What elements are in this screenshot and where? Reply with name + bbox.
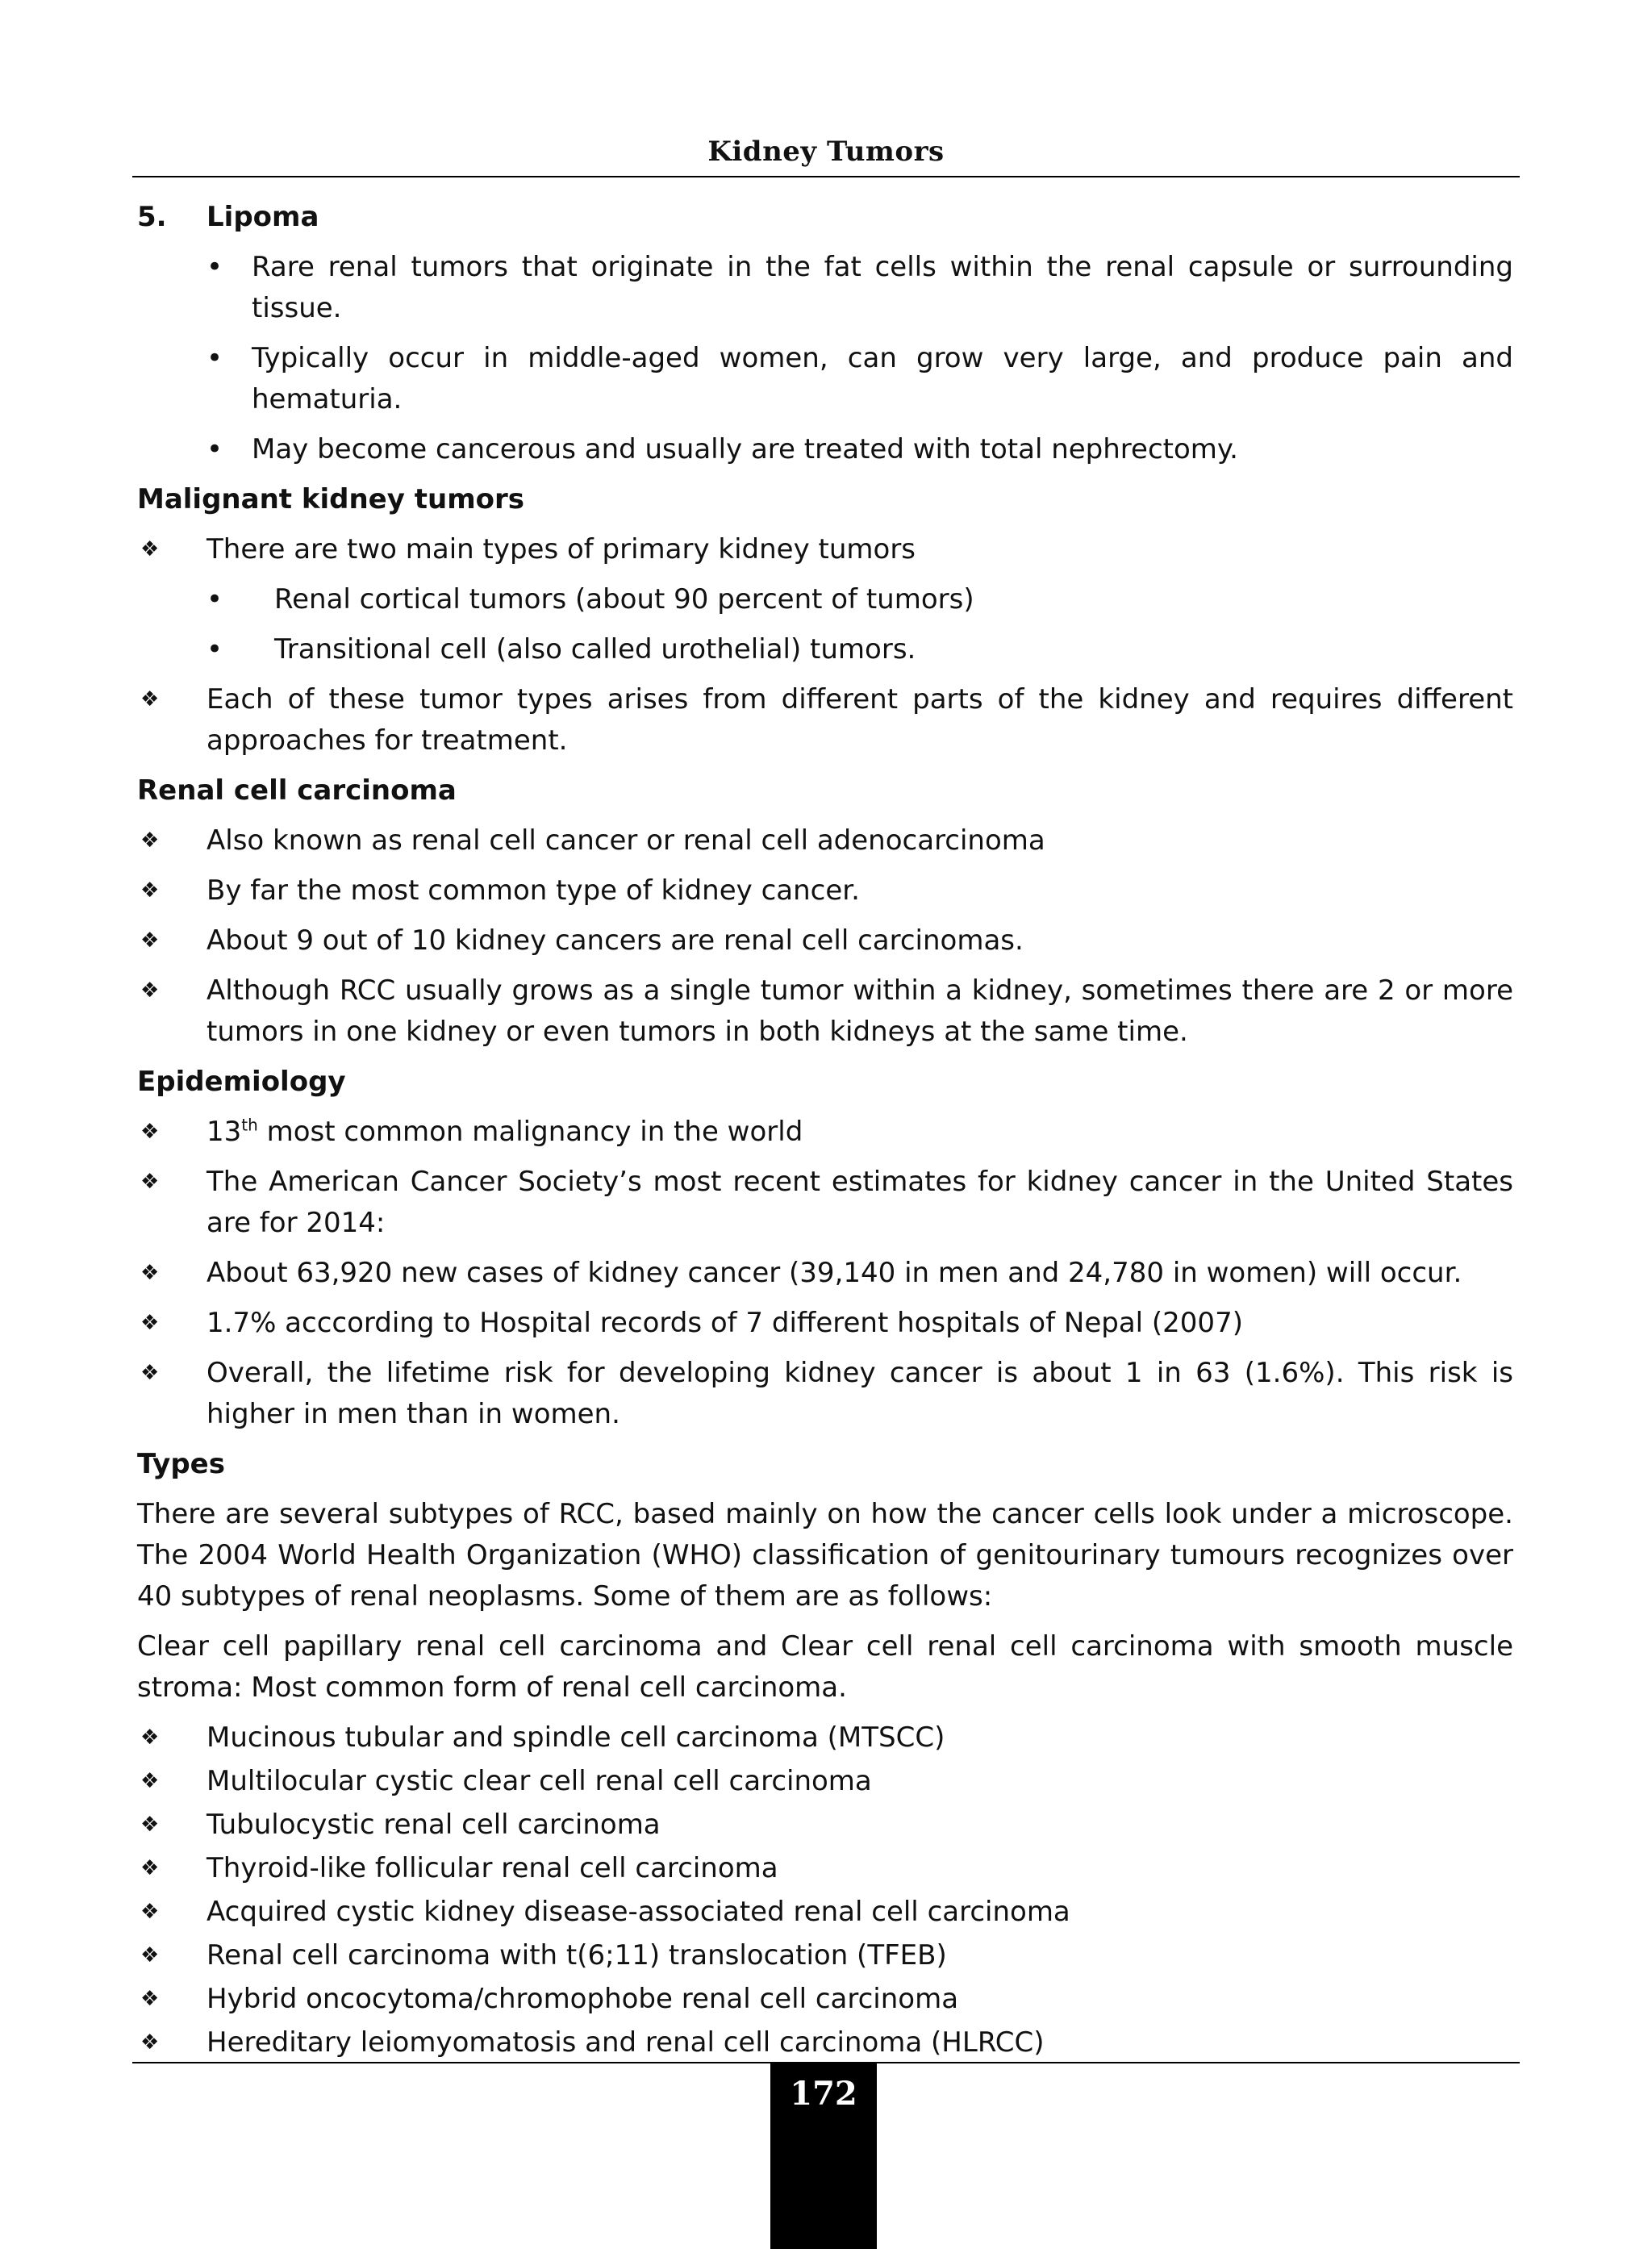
list-item: ❖ Hereditary leiomyomatosis and renal cell carcinoma (HLRCC) bbox=[137, 2022, 1513, 2063]
list-item: ❖ The American Cancer Society’s most recent estimates for kidney cancer in the United States are for 2014: bbox=[137, 1162, 1513, 1244]
list-item: ❖ Mucinous tubular and spindle cell carcinoma (MTSCC) bbox=[137, 1717, 1513, 1759]
list-item: ❖ Multilocular cystic clear cell renal cell carcinoma bbox=[137, 1761, 1513, 1802]
section-number: 5. bbox=[137, 201, 167, 233]
diamond-bullet-icon: ❖ bbox=[140, 537, 160, 561]
list-item: ❖ Tubulocystic renal cell carcinoma bbox=[137, 1805, 1513, 1846]
paragraph: There are several subtypes of RCC, based mainly on how the cancer cells look under a microscope. The 2004 World Health Organization (WHO) classification of genitourinary tumours recognizes over 40 subtypes of renal neoplasms. Some of them are as follows: bbox=[137, 1498, 1513, 1613]
diamond-bullet-icon: ❖ bbox=[140, 1943, 160, 1967]
bullet-dot-icon: • bbox=[206, 633, 223, 666]
diamond-bullet-icon: ❖ bbox=[140, 1856, 160, 1880]
section-heading: Epidemiology bbox=[137, 1066, 346, 1098]
diamond-bullet-icon: ❖ bbox=[140, 2030, 160, 2055]
list-item: ❖ Renal cell carcinoma with t(6;11) translocation (TFEB) bbox=[137, 1935, 1513, 1976]
diamond-bullet-icon: ❖ bbox=[140, 878, 160, 903]
bullet-dot-icon: • bbox=[206, 251, 223, 283]
diamond-bullet-icon: ❖ bbox=[140, 978, 160, 1003]
list-item: • Rare renal tumors that originate in the fat cells within the renal capsule or surrounding tissue. bbox=[137, 247, 1513, 329]
list-item: ❖ Although RCC usually grows as a single tumor within a kidney, sometimes there are 2 or more tumors in one kidney or even tumors in both kidneys at the same time. bbox=[137, 970, 1513, 1053]
list-item: • May become cancerous and usually are treated with total nephrectomy. bbox=[137, 429, 1513, 470]
diamond-bullet-icon: ❖ bbox=[140, 1725, 160, 1750]
section-title: Lipoma bbox=[206, 201, 319, 233]
diamond-bullet-icon: ❖ bbox=[140, 828, 160, 853]
list-item: • Typically occur in middle-aged women, can grow very large, and produce pain and hematuria. bbox=[137, 338, 1513, 420]
diamond-bullet-icon: ❖ bbox=[140, 1120, 160, 1144]
section-heading: Types bbox=[137, 1448, 225, 1480]
list-item: ❖ Also known as renal cell cancer or renal cell adenocarcinoma bbox=[137, 820, 1513, 862]
diamond-bullet-icon: ❖ bbox=[140, 1900, 160, 1924]
diamond-bullet-icon: ❖ bbox=[140, 928, 160, 953]
page-number: 172 bbox=[770, 2063, 877, 2249]
diamond-bullet-icon: ❖ bbox=[140, 1311, 160, 1335]
running-header: Kidney Tumors bbox=[707, 136, 945, 168]
header-rule bbox=[132, 176, 1520, 177]
diamond-bullet-icon: ❖ bbox=[140, 1261, 160, 1285]
list-item: ❖ 1.7% acccording to Hospital records of 7 different hospitals of Nepal (2007) bbox=[137, 1303, 1513, 1344]
diamond-bullet-icon: ❖ bbox=[140, 1987, 160, 2011]
list-item: ❖ Each of these tumor types arises from different parts of the kidney and requires different approaches for treatment. bbox=[137, 679, 1513, 761]
page-body bbox=[137, 197, 1513, 2066]
list-item: ❖ By far the most common type of kidney cancer. bbox=[137, 870, 1513, 912]
bullet-dot-icon: • bbox=[206, 433, 223, 465]
section-heading: Malignant kidney tumors bbox=[137, 483, 524, 515]
list-item: ❖ Hybrid oncocytoma/chromophobe renal cell carcinoma bbox=[137, 1979, 1513, 2020]
diamond-bullet-icon: ❖ bbox=[140, 1813, 160, 1837]
list-item: ❖ Thyroid-like follicular renal cell carcinoma bbox=[137, 1848, 1513, 1889]
bullet-dot-icon: • bbox=[206, 342, 223, 374]
list-item: ❖ About 9 out of 10 kidney cancers are renal cell carcinomas. bbox=[137, 920, 1513, 962]
diamond-bullet-icon: ❖ bbox=[140, 1769, 160, 1793]
list-item: ❖ About 63,920 new cases of kidney cancer (39,140 in men and 24,780 in women) will occur. bbox=[137, 1253, 1513, 1294]
ordinal-suffix: th bbox=[241, 1115, 258, 1135]
list-item: ❖ 13th most common malignancy in the world bbox=[137, 1112, 1513, 1153]
diamond-bullet-icon: ❖ bbox=[140, 687, 160, 711]
paragraph: Clear cell papillary renal cell carcinoma and Clear cell renal cell carcinoma with smooth muscle stroma: Most common form of renal cell carcinoma. bbox=[137, 1630, 1513, 1704]
list-item: • Transitional cell (also called urothelial) tumors. bbox=[137, 629, 1513, 670]
diamond-bullet-icon: ❖ bbox=[140, 1361, 160, 1385]
list-item: ❖ There are two main types of primary kidney tumors bbox=[137, 529, 1513, 570]
subtype-list bbox=[137, 1717, 1513, 2063]
bullet-dot-icon: • bbox=[206, 583, 223, 615]
list-item: ❖ Acquired cystic kidney disease-associated renal cell carcinoma bbox=[137, 1892, 1513, 1933]
section-heading: Renal cell carcinoma bbox=[137, 774, 457, 807]
list-item: • Renal cortical tumors (about 90 percent of tumors) bbox=[137, 579, 1513, 620]
lipoma-heading bbox=[137, 197, 1513, 238]
diamond-bullet-icon: ❖ bbox=[140, 1170, 160, 1194]
list-item: ❖ Overall, the lifetime risk for developing kidney cancer is about 1 in 63 (1.6%). This risk is higher in men than in women. bbox=[137, 1353, 1513, 1435]
